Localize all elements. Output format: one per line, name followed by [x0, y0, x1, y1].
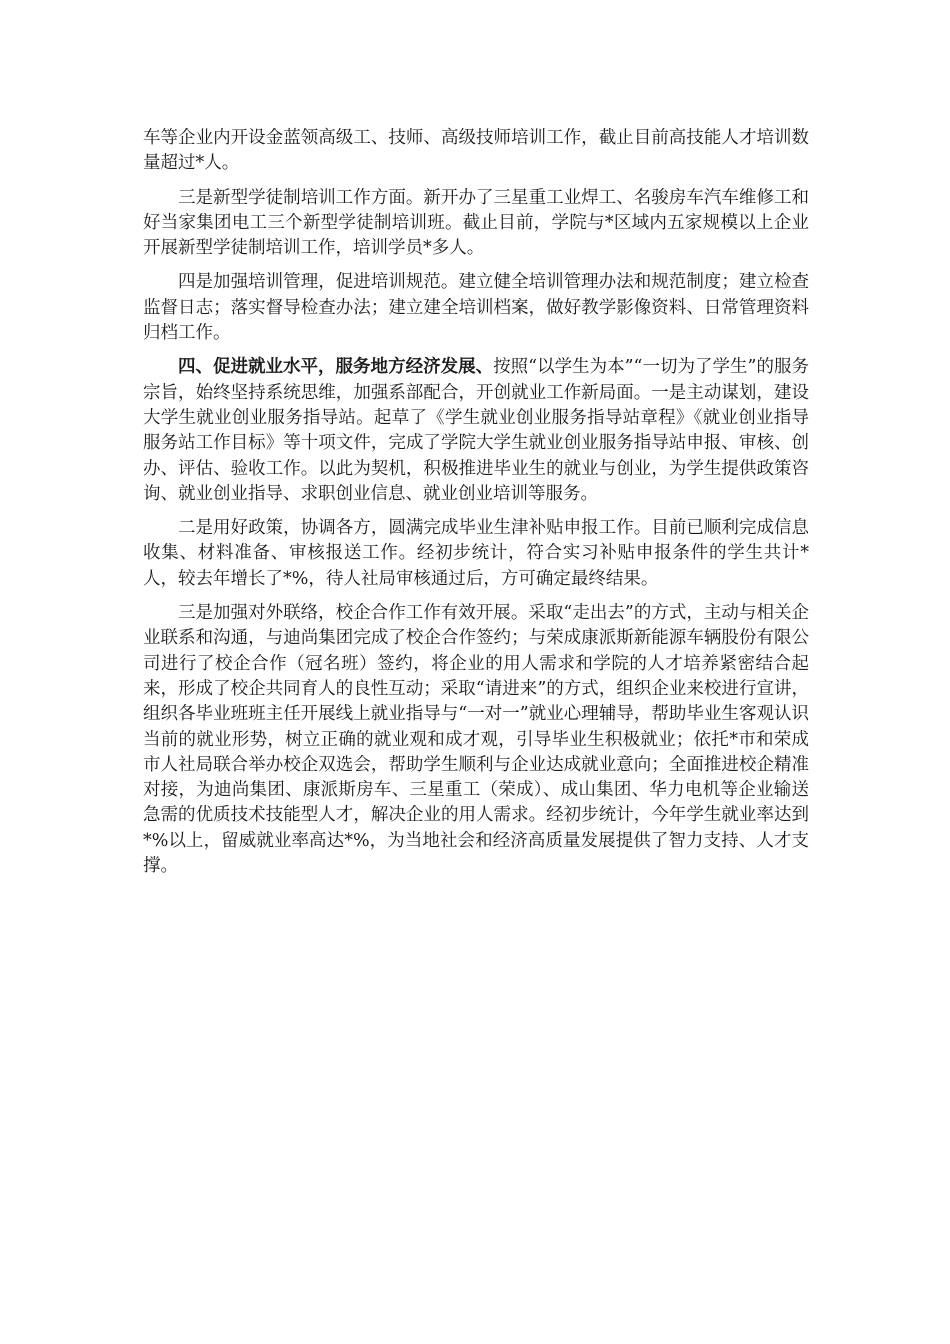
document-body: [143, 126, 809, 888]
paragraph-apprenticeship: 三是新型学徒制培训工作方面。新开办了三星重工业焊工、名骏房车汽车维修工和好当家集团电工三个新型学徒制培训班。截止目前，学院与*区域内五家规模以上企业开展新型学徒制培训工作，培训学员*多人。: [143, 187, 809, 259]
section-four-body: 按照“以学生为本”“一切为了学生”的服务宗旨，始终坚持系统思维，加强系部配合，开创就业工作新局面。一是主动谋划，建设大学生就业创业服务指导站。起草了《学生就业创业服务指导站章程》《就业创业指导服务站工作目标》等十项文件，完成了学院大学生就业创业服务指导站申报、审核、创办、评估、验收工作。以此为契机，积极推进毕业生的就业与创业，为学生提供政策咨询、就业创业指导、求职创业信息、就业创业培训等服务。: [143, 357, 809, 504]
paragraph-cooperation: 三是加强对外联络，校企合作工作有效开展。采取“走出去”的方式，主动与相关企业联系和沟通，与迪尚集团完成了校企合作签约；与荣成康派斯新能源车辆股份有限公司进行了校企合作（冠名班）签约，将企业的用人需求和学院的人才培养紧密结合起来，形成了校企共同育人的良性互动；采取“请进来”的方式，组织企业来校进行宣讲，组织各毕业班班主任开展线上就业指导与“一对一”就业心理辅导，帮助毕业生客观认识当前的就业形势，树立正确的就业观和成才观，引导毕业生积极就业；依托*市和荣成市人社局联合举办校企双选会，帮助学生顺利与企业达成就业意向；全面推进校企精准对接，为迪尚集团、康派斯房车、三星重工（荣成）、成山集团、华力电机等企业输送急需的优质技术技能型人才，解决企业的用人需求。经初步统计，今年学生就业率达到*%以上，留威就业率高达*%，为当地社会和经济高质量发展提供了智力支持、人才支撑。: [143, 603, 809, 877]
paragraph-training-management: 四是加强培训管理，促进培训规范。建立健全培训管理办法和规范制度；建立检查监督日志；落实督导检查办法；建立建全培训档案，做好教学影像资料、日常管理资料归档工作。: [143, 272, 809, 344]
paragraph-section-four: [143, 355, 809, 507]
section-four-heading: 四、促进就业水平，服务地方经济发展、: [178, 357, 494, 378]
paragraph-continuation: 车等企业内开设金蓝领高级工、技师、高级技师培训工作，截止目前高技能人才培训数量超过*人。: [143, 128, 809, 174]
paragraph-subsidy: 二是用好政策，协调各方，圆满完成毕业生津补贴申报工作。目前已顺利完成信息收集、材料准备、审核报送工作。经初步统计，符合实习补贴申报条件的学生共计*人，较去年增长了*%，待人社局审核通过后，方可确定最终结果。: [143, 518, 809, 589]
